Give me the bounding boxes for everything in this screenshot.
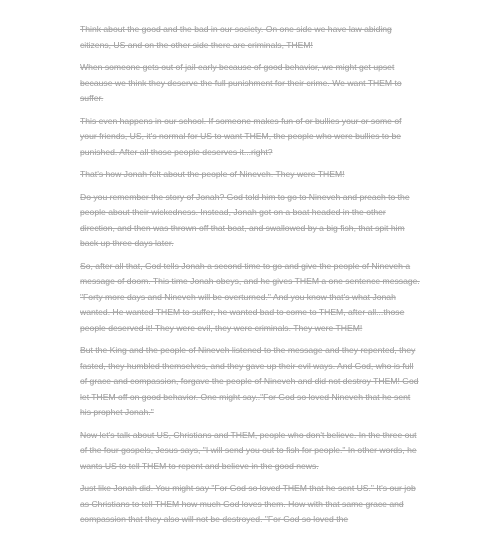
paragraph-7: But the King and the people of Nineveh listened to the message and they repented, they fasted, they humbled themselves, and they gave up their evil ways. And God, who is full of grace and compassion, forgave the people of Nineveh and did not destroy THEM! God let THEM off on good behavior. One might say.."For God so loved Nineveh that he sent his prophet Jonah." [80, 345, 419, 417]
paragraph-2: When someone gets out of jail early because of good behavior, we might get upset because we think they deserve the full punishment for their crime. We want THEM to suffer. [80, 62, 402, 103]
paragraph-8: Now let's talk about US, Christians and THEM, people who don't believe. In the three out of the four gospels, Jesus says, "I will send you out to fish for people." In other words, he wants US to tell THEM to repent and believe in the good news. [80, 429, 417, 471]
paragraph-1: Think about the good and the bad in our society. On one side we have law abiding citizens, US and on the other side there are criminals, THEM! [80, 24, 392, 50]
paragraph-4: That's how Jonah felt about the people of Nineveh. They were THEM! [80, 169, 345, 179]
paragraph-6: So, after all that, God tells Jonah a second time to go and give the people of Nineveh a message of doom. This time Jonah obeys, and he gives THEM a one sentence message. "Forty more days and Nineveh will be overturned." And you know that's what Jonah wanted. He wanted THEM to suffer, he wanted bad to come to THEM, after all...those people deserved it! They were evil, they were criminals. They were THEM! [80, 260, 420, 333]
paragraph-3: This even happens in our school. If someone makes fun of or bullies your or some of your friends, US, it's normal for US to want THEM, the people who were bullies to be punished. After all those people deserves it...right? [80, 115, 402, 157]
paragraph-9: Just like Jonah did. You might say "For God so loved THEM that he sent US." It's our job as Christians to tell THEM how much God loves them. How with that same grace and compassion that they also will not be destroyed. "For God so loved the [80, 483, 416, 524]
paragraph-5: Do you remember the story of Jonah? God told him to go to Nineveh and preach to the people about their wickedness. Instead, Jonah got on a boat headed in the other direction, and then was thrown off that boat, and swallowed by a big fish, that spit him back up three days later. [80, 191, 410, 248]
document-body [80, 22, 420, 535]
